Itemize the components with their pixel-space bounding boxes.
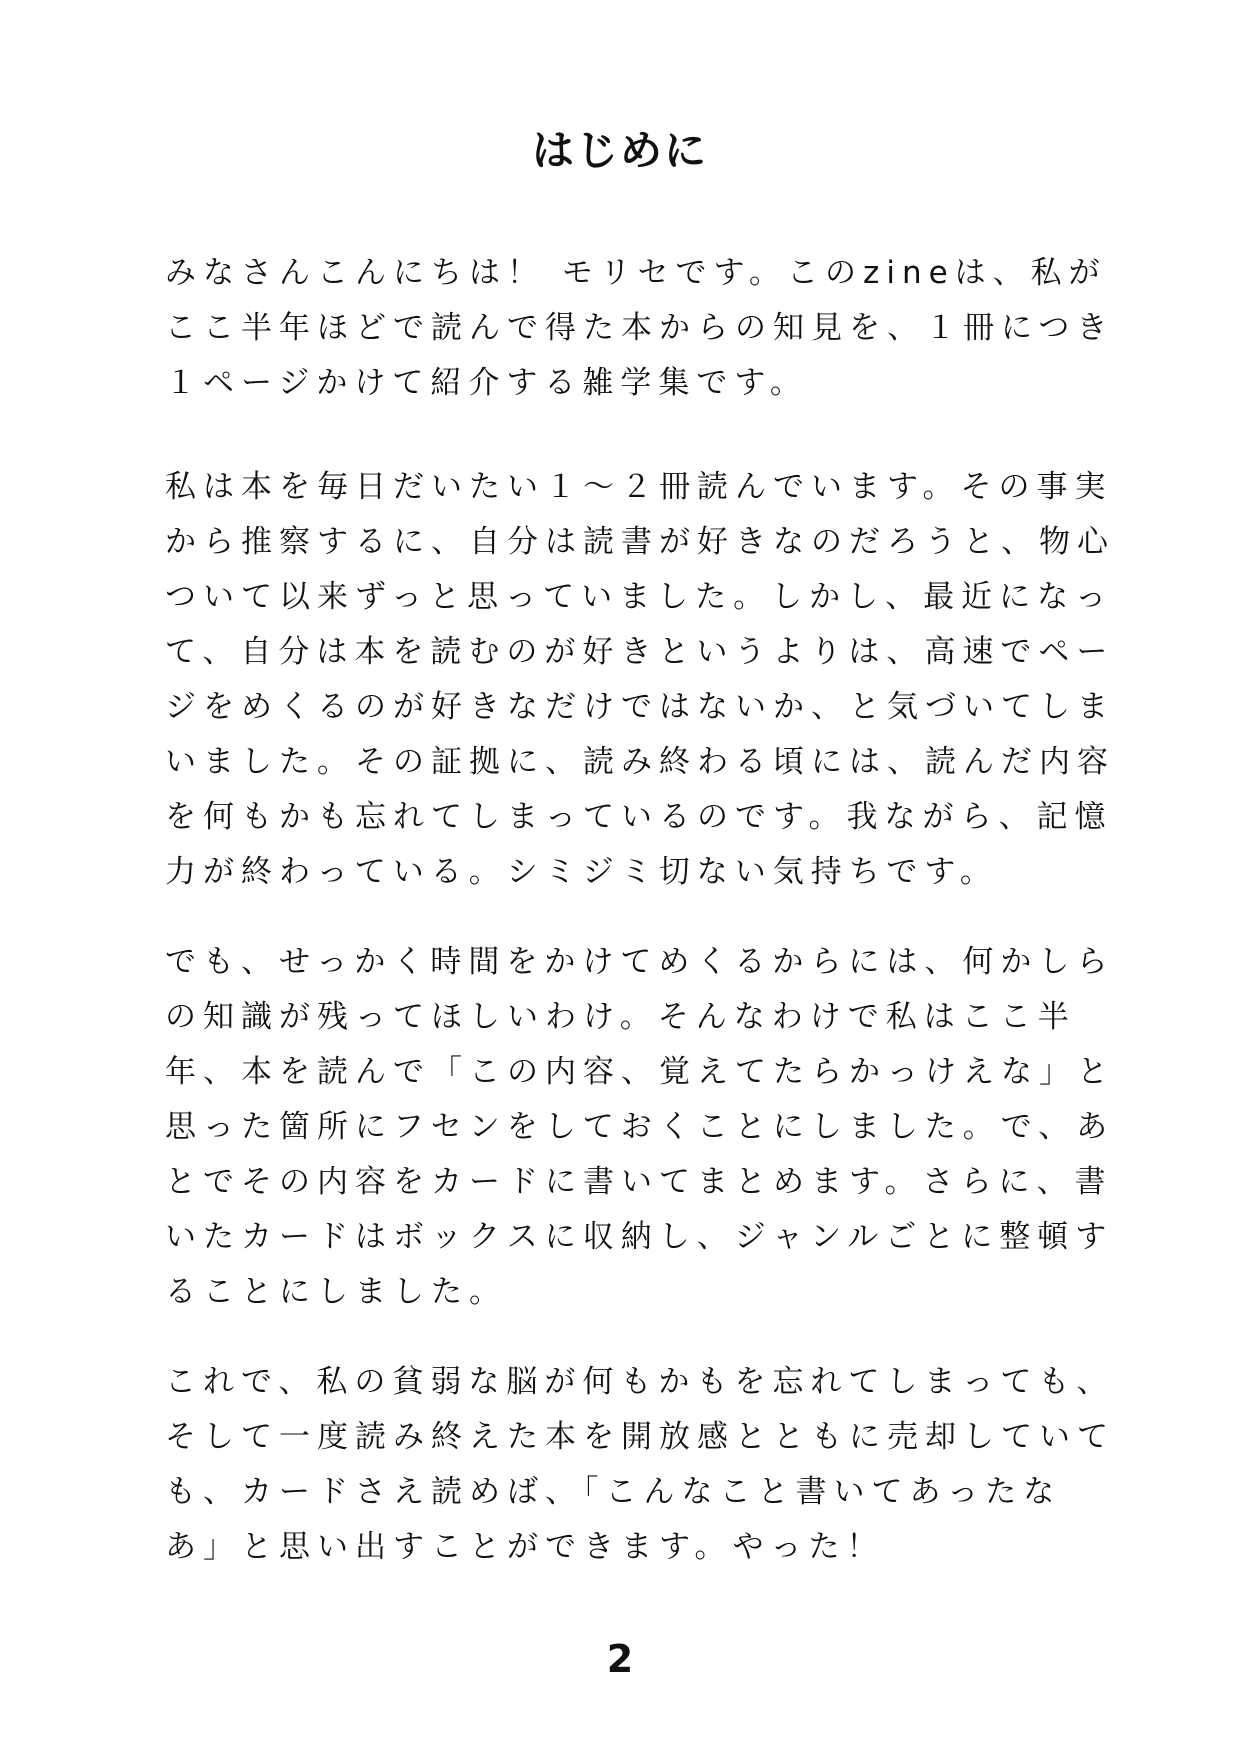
text-line: １ページかけて紹介する雑学集です。 bbox=[165, 365, 808, 401]
text-line: 私は本を毎日だいたい１〜２冊読んでいます。その事実 bbox=[165, 469, 1113, 505]
text-line: ることにしました。 bbox=[165, 1274, 507, 1310]
text-line: これで、私の貧弱な脳が何もかもを忘れてしまっても、 bbox=[165, 1364, 1115, 1400]
text-line: いました。その証拠に、読み終わる頃には、読んだ内容 bbox=[165, 744, 1115, 780]
text-line: ジをめくるのが好きなだけではないか、と気づいてしま bbox=[165, 689, 1115, 725]
text-line: 思った箇所にフセンをしておくことにしました。で、あ bbox=[165, 1109, 1115, 1145]
page-title: はじめに bbox=[531, 126, 708, 175]
text-line: そして一度読み終えた本を開放感とともに売却していて bbox=[165, 1419, 1115, 1455]
text-line: て、自分は本を読むのが好きというよりは、高速でペー bbox=[165, 634, 1115, 670]
text-line: でも、せっかく時間をかけてめくるからには、何かしら bbox=[165, 944, 1115, 980]
paragraph-reading-habit bbox=[165, 460, 1115, 900]
text-line: とでその内容をカードに書いてまとめます。さらに、書 bbox=[165, 1164, 1113, 1200]
paragraph-intro bbox=[165, 246, 1115, 411]
text-line: あ」と思い出すことができます。やった！ bbox=[165, 1529, 885, 1565]
text-line: から推察するに、自分は読書が好きなのだろうと、物心 bbox=[165, 524, 1115, 560]
paragraph-conclusion bbox=[165, 1355, 1115, 1575]
paragraph-card-method bbox=[165, 935, 1115, 1320]
text-line: 力が終わっている。シミジミ切ない気持ちです。 bbox=[165, 854, 998, 890]
text-line: いたカードはボックスに収納し、ジャンルごとに整頓す bbox=[165, 1219, 1114, 1255]
text-line: ついて以来ずっと思っていました。しかし、最近になっ bbox=[165, 579, 1114, 615]
page-number: 2 bbox=[606, 1637, 634, 1681]
text-line: の知識が残ってほしいわけ。そんなわけで私はここ半 bbox=[165, 999, 1076, 1035]
text-line: 年、本を読んで「この内容、覚えてたらかっけえな」と bbox=[165, 1054, 1115, 1090]
text-line: ここ半年ほどで読んで得た本からの知見を、１冊につき bbox=[165, 310, 1115, 346]
text-line: みなさんこんにちは！ モリセです。このzineは、私が bbox=[165, 255, 1107, 291]
text-line: も、カードさえ読めば、「こんなこと書いてあったな bbox=[165, 1474, 1062, 1510]
text-line: を何もかも忘れてしまっているのです。我ながら、記憶 bbox=[165, 799, 1113, 835]
